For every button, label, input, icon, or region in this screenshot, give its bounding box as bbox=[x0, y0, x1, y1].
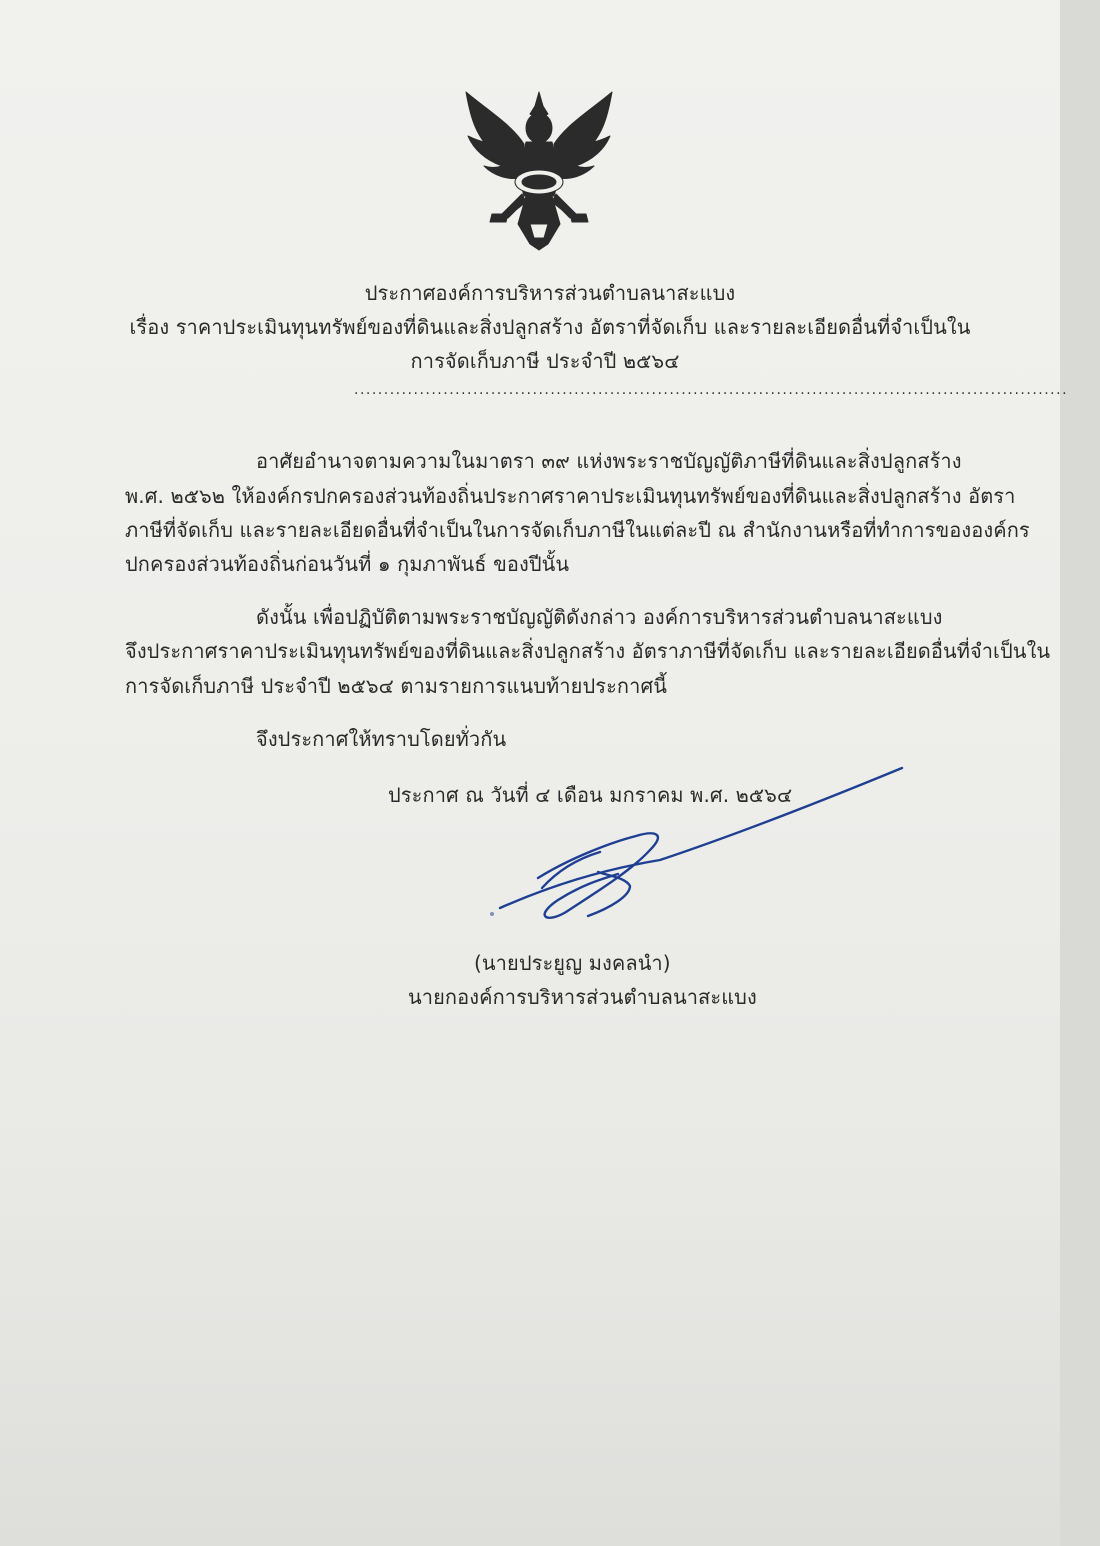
paragraph-2-line-3: การจัดเก็บภาษี ประจำปี ๒๕๖๔ ตามรายการแนบท้ายประกาศนี้ bbox=[125, 674, 668, 698]
signer-position: นายกองค์การบริหารส่วนตำบลนาสะแบง bbox=[408, 985, 757, 1009]
announcement-date: ประกาศ ณ วันที่ ๔ เดือน มกราคม พ.ศ. ๒๕๖๔ bbox=[388, 783, 793, 807]
garuda-emblem-icon bbox=[456, 84, 622, 254]
paragraph-2-line-2: จึงประกาศราคาประเมินทุนทรัพย์ของที่ดินและสิ่งปลูกสร้าง อัตราภาษีที่จัดเก็บ และรายละเอียดอื่นที่จำเป็นใน bbox=[125, 639, 1051, 663]
announcement-title: ประกาศองค์การบริหารส่วนตำบลนาสะแบง bbox=[364, 281, 736, 305]
subject-line-2: การจัดเก็บภาษี ประจำปี ๒๕๖๔ bbox=[410, 349, 680, 373]
paragraph-1-line-3: ภาษีที่จัดเก็บ และรายละเอียดอื่นที่จำเป็นในการจัดเก็บภาษีในแต่ละปี ณ สำนักงานหรือที่ทำการขององค์กร bbox=[125, 518, 1030, 542]
separator-line: ........................................................................................................................ bbox=[354, 382, 1069, 398]
subject-line-1: เรื่อง ราคาประเมินทุนทรัพย์ของที่ดินและสิ่งปลูกสร้าง อัตราที่จัดเก็บ และรายละเอียดอื่นที่จำเป็นใน bbox=[129, 315, 971, 339]
closing-statement: จึงประกาศให้ทราบโดยทั่วกัน bbox=[256, 727, 507, 751]
handwritten-signature bbox=[480, 760, 920, 930]
paragraph-1-line-4: ปกครองส่วนท้องถิ่นก่อนวันที่ ๑ กุมภาพันธ์ ของปีนั้น bbox=[125, 552, 570, 576]
paragraph-1-line-2: พ.ศ. ๒๕๖๒ ให้องค์กรปกครองส่วนท้องถิ่นประกาศราคาประเมินทุนทรัพย์ของที่ดินและสิ่งปลูกสร้าง อัตรา bbox=[125, 484, 1016, 508]
paragraph-1-line-1: อาศัยอำนาจตามความในมาตรา ๓๙ แห่งพระราชบัญญัติภาษีที่ดินและสิ่งปลูกสร้าง bbox=[256, 449, 962, 473]
signer-name: (นายประยูญ มงคลนำ) bbox=[474, 951, 671, 975]
paragraph-2-line-1: ดังนั้น เพื่อปฏิบัติตามพระราชบัญญัติดังกล่าว องค์การบริหารส่วนตำบลนาสะแบง bbox=[256, 605, 943, 629]
